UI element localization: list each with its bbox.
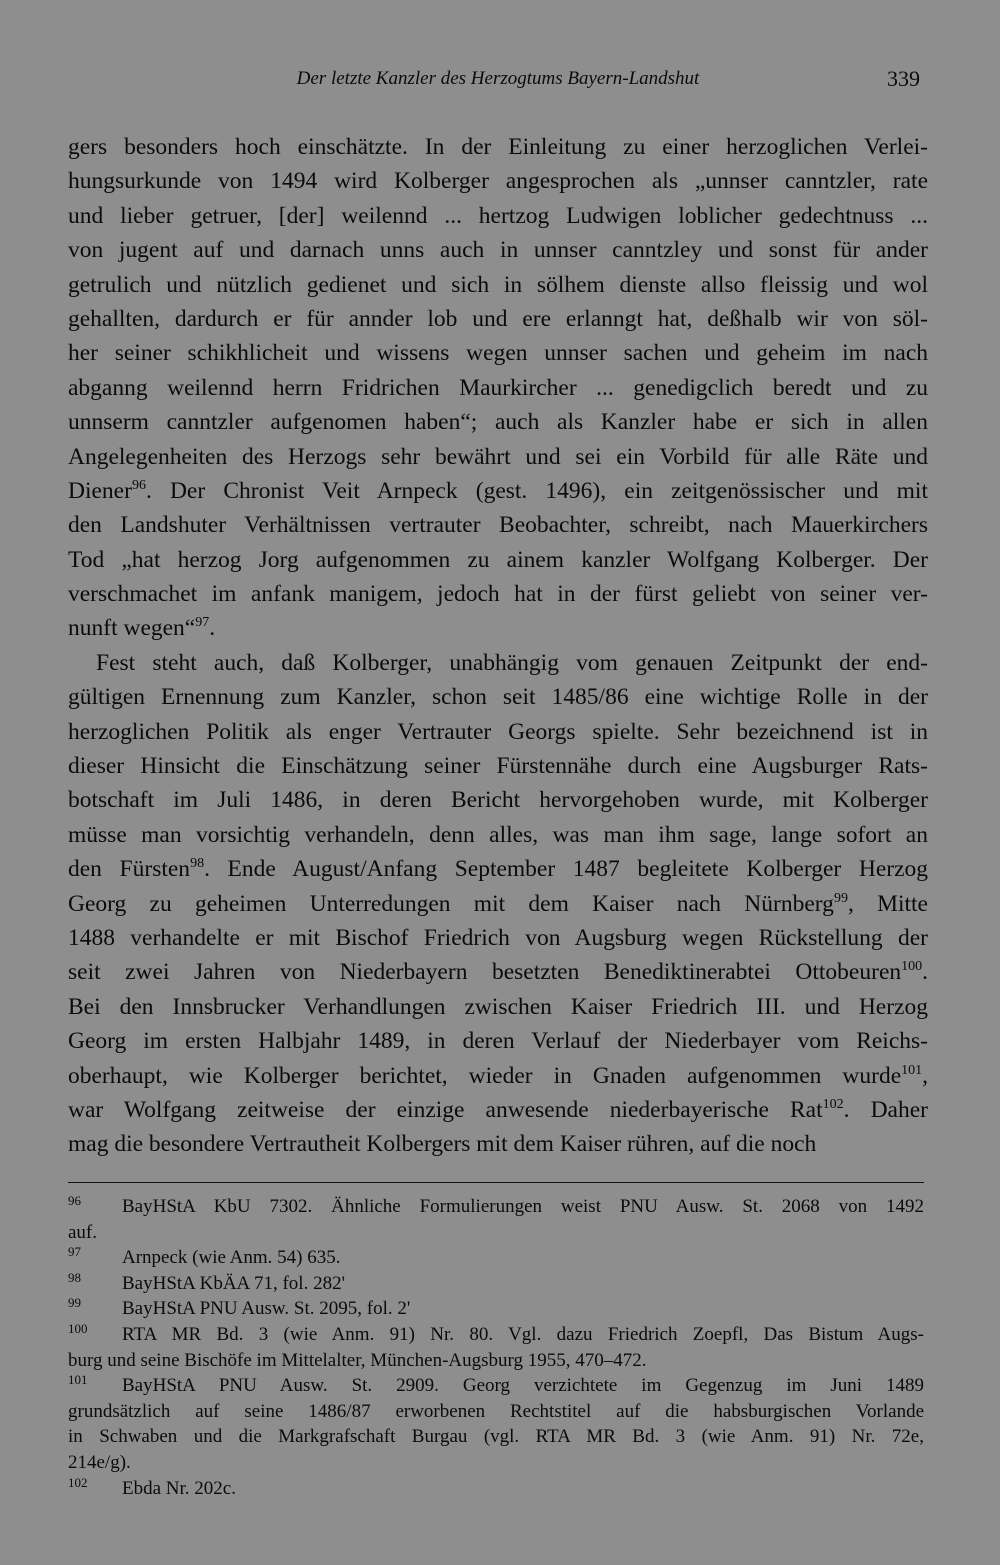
- footnote-text: Arnpeck (wie Anm. 54) 635.: [122, 1247, 341, 1269]
- text-segment: Tod „hat herzog Jorg aufgenommen zu ainem kanzler Wolfgang Kolberger. Der: [68, 546, 928, 573]
- text-line: [68, 474, 928, 508]
- text-segment: den Fürsten: [68, 856, 191, 883]
- text-line: [68, 955, 928, 989]
- text-segment: herzoglichen Politik als enger Vertrauter Georgs spielte. Sehr bezeichnend ist in: [68, 718, 928, 745]
- text-segment: . Daher: [843, 1096, 928, 1123]
- text-segment: . Ende August/Anfang September 1487 begleitete Kolberger Herzog: [204, 856, 929, 883]
- footnote-line: 97 Arnpeck (wie Anm. 54) 635.: [68, 1244, 341, 1269]
- text-line: [68, 268, 928, 302]
- text-segment: hungsurkunde von 1494 wird Kolberger angesprochen als „unnser canntzler, rate: [68, 168, 928, 195]
- text-segment: unnserm canntzler aufgenomen haben“; auch als Kanzler habe er sich in allen: [68, 409, 928, 436]
- text-segment: Diener: [68, 477, 132, 504]
- running-head: [68, 66, 928, 98]
- text-line: [68, 405, 928, 439]
- text-segment: , Mitte: [847, 890, 928, 917]
- text-segment: .: [209, 615, 216, 642]
- footnotes: [68, 1194, 924, 1501]
- text-segment: dieser Hinsicht die Einschätzung seiner Fürstennähe durch eine Augsburger Rats-: [68, 753, 928, 780]
- footnote-line: [68, 1399, 924, 1425]
- text-segment: von jugent auf und darnach unns auch in unnser canntzley und sonst für ander: [68, 237, 928, 264]
- text-segment: den Landshuter Verhältnissen vertrauter Beobachter, schreibt, nach Mauerkirchers: [68, 512, 928, 539]
- text-line: [68, 1059, 928, 1093]
- text-segment: Bei den Innsbrucker Verhandlungen zwischen Kaiser Friedrich III. und Herzog: [68, 993, 928, 1020]
- footnote-line: 102 Ebda Nr. 202c.: [68, 1474, 236, 1499]
- text-segment: ,: [922, 1062, 928, 1089]
- text-segment: Fest steht auch, daß Kolberger, unabhängig vom genauen Zeitpunkt der end-: [96, 649, 928, 676]
- footnote-line: 98 BayHStA KbÄA 71, fol. 282': [68, 1269, 345, 1294]
- text-segment: 1488 verhandelte er mit Bischof Friedrich von Augsburg wegen Rückstellung der: [68, 924, 928, 951]
- text-segment: verschmachet im anfank manigem, jedoch hat in der fürst geliebt von seiner ver-: [68, 581, 928, 608]
- footnote-rule: [68, 1182, 924, 1183]
- footnote-ref: 100: [901, 959, 923, 975]
- text-segment: mag die besondere Vertrautheit Kolbergers mit dem Kaiser rühren, auf die noch: [68, 1131, 817, 1158]
- footnote-text: BayHStA PNU Ausw. St. 2909. Georg verzichtete im Gegenzug im Juni 1489: [122, 1375, 924, 1397]
- footnote-text: RTA MR Bd. 3 (wie Anm. 91) Nr. 80. Vgl. dazu Friedrich Zoepfl, Das Bistum Augs-: [122, 1323, 924, 1345]
- text-segment: gültigen Ernennung zum Kanzler, schon seit 1485/86 eine wichtige Rolle in der: [68, 684, 928, 711]
- text-line: [68, 371, 928, 405]
- text-line: [68, 852, 928, 886]
- running-title: Der letzte Kanzler des Herzogtums Bayern-Landshut: [296, 68, 700, 89]
- footnote-line: 96 BayHStA KbU 7302. Ähnliche Formulierungen weist PNU Ausw. St. 2068 von 1492: [68, 1193, 924, 1217]
- text-line: [68, 818, 928, 852]
- text-line: [68, 233, 928, 267]
- text-line: [68, 302, 928, 336]
- text-segment: Angelegenheiten des Herzogs sehr bewährt und sei ein Vorbild für alle Räte und: [68, 443, 928, 470]
- footnote-text: BayHStA PNU Ausw. St. 2095, fol. 2': [122, 1298, 411, 1320]
- text-segment: abganng weilennd herrn Fridrichen Maurkircher ... genedigclich beredt und zu: [68, 374, 928, 401]
- text-line: [68, 680, 928, 714]
- text-segment: war Wolfgang zeitweise der einzige anwesende niederbayerische Rat: [68, 1096, 823, 1123]
- text-segment: gers besonders hoch einschätzte. In der Einleitung zu einer herzoglichen Verlei-: [68, 134, 928, 160]
- text-line: [68, 1127, 928, 1161]
- footnote-line: [68, 1450, 924, 1476]
- text-line: [68, 611, 928, 645]
- footnote-line: 101 BayHStA PNU Ausw. St. 2909. Georg verzichtete im Gegenzug im Juni 1489: [68, 1372, 924, 1397]
- footnote-text: burg und seine Bischöfe im Mittelalter, München-Augsburg 1955, 470–472.: [68, 1349, 647, 1371]
- footnote-text: BayHStA KbU 7302. Ähnliche Formulierungen weist PNU Ausw. St. 2068 von 1492: [122, 1196, 924, 1217]
- text-line: [68, 336, 928, 370]
- text-line: [68, 577, 928, 611]
- footnote-ref: 98: [190, 856, 205, 872]
- text-line: [68, 543, 928, 577]
- text-segment: gehallten, dardurch er für annder lob und ere erlanngt hat, deßhalb wir von söl-: [68, 305, 928, 332]
- page-number: 339: [887, 66, 920, 91]
- footnote-text: auf.: [68, 1221, 98, 1243]
- text-segment: müsse man vorsichtig verhandeln, denn alles, was man ihm sage, lange sofort an: [68, 821, 928, 848]
- text-line: [68, 990, 928, 1024]
- text-line: [68, 199, 928, 233]
- text-segment: . Der Chronist Veit Arnpeck (gest. 1496), ein zeitgenössischer und mit: [145, 477, 928, 504]
- text-line: [68, 1093, 928, 1127]
- footnote-ref: 101: [901, 1062, 923, 1078]
- text-segment: nunft wegen“: [68, 615, 196, 642]
- footnote-line: [68, 1348, 924, 1374]
- text-segment: her seiner schikhlicheit und wissens wegen unnser sachen und geheim im nach: [68, 340, 928, 367]
- footnote-text: in Schwaben und die Markgrafschaft Burgau (vgl. RTA MR Bd. 3 (wie Anm. 91) Nr. 72e,: [68, 1426, 924, 1448]
- text-line: [68, 749, 928, 783]
- footnote-text: grundsätzlich auf seine 1486/87 erworbenen Rechtstitel auf die habsburgischen Vorlande: [68, 1400, 924, 1422]
- text-segment: Georg im ersten Halbjahr 1489, in deren Verlauf der Niederbayer vom Reichs-: [68, 1028, 928, 1055]
- text-line: [68, 1024, 928, 1058]
- text-line: [68, 783, 928, 817]
- text-segment: oberhaupt, wie Kolberger berichtet, wieder in Gnaden aufgenommen wurde: [68, 1062, 902, 1089]
- footnote-line: [68, 1424, 924, 1450]
- text-line: [68, 130, 928, 164]
- text-line: [68, 887, 928, 921]
- footnote-ref: 99: [833, 890, 848, 906]
- text-segment: seit zwei Jahren von Niederbayern besetzten Benediktinerabtei Ottobeuren: [68, 959, 902, 986]
- footnote-line: 100 RTA MR Bd. 3 (wie Anm. 91) Nr. 80. Vgl. dazu Friedrich Zoepfl, Das Bistum Augs-: [68, 1320, 924, 1345]
- text-segment: getrulich und nützlich gedienet und sich in sölhem dienste allso fleissig und wol: [68, 271, 928, 298]
- footnote-text: 214e/g).: [68, 1451, 131, 1473]
- text-line: [68, 508, 928, 542]
- text-segment: botschaft im Juli 1486, in deren Bericht hervorgehoben wurde, mit Kolberger: [68, 787, 928, 814]
- footnote-text: BayHStA KbÄA 71, fol. 282': [122, 1272, 345, 1294]
- footnote-ref: 96: [131, 477, 146, 493]
- text-line: [68, 715, 928, 749]
- text-line: [68, 164, 928, 198]
- footnote-ref: 97: [195, 615, 210, 631]
- text-segment: .: [922, 959, 928, 986]
- footnote-line: [68, 1220, 924, 1246]
- text-segment: und lieber getruer, [der] weilennd ... hertzog Ludwigen loblicher gedechtnuss ...: [68, 202, 928, 229]
- footnote-ref: 102: [822, 1096, 844, 1112]
- body-text: [68, 130, 928, 1162]
- footnote-line: 99 BayHStA PNU Ausw. St. 2095, fol. 2': [68, 1295, 411, 1320]
- text-line: [68, 440, 928, 474]
- text-line: [68, 921, 928, 955]
- text-line: [68, 646, 928, 680]
- footnote-text: Ebda Nr. 202c.: [122, 1477, 236, 1499]
- text-segment: Georg zu geheimen Unterredungen mit dem Kaiser nach Nürnberg: [68, 890, 834, 917]
